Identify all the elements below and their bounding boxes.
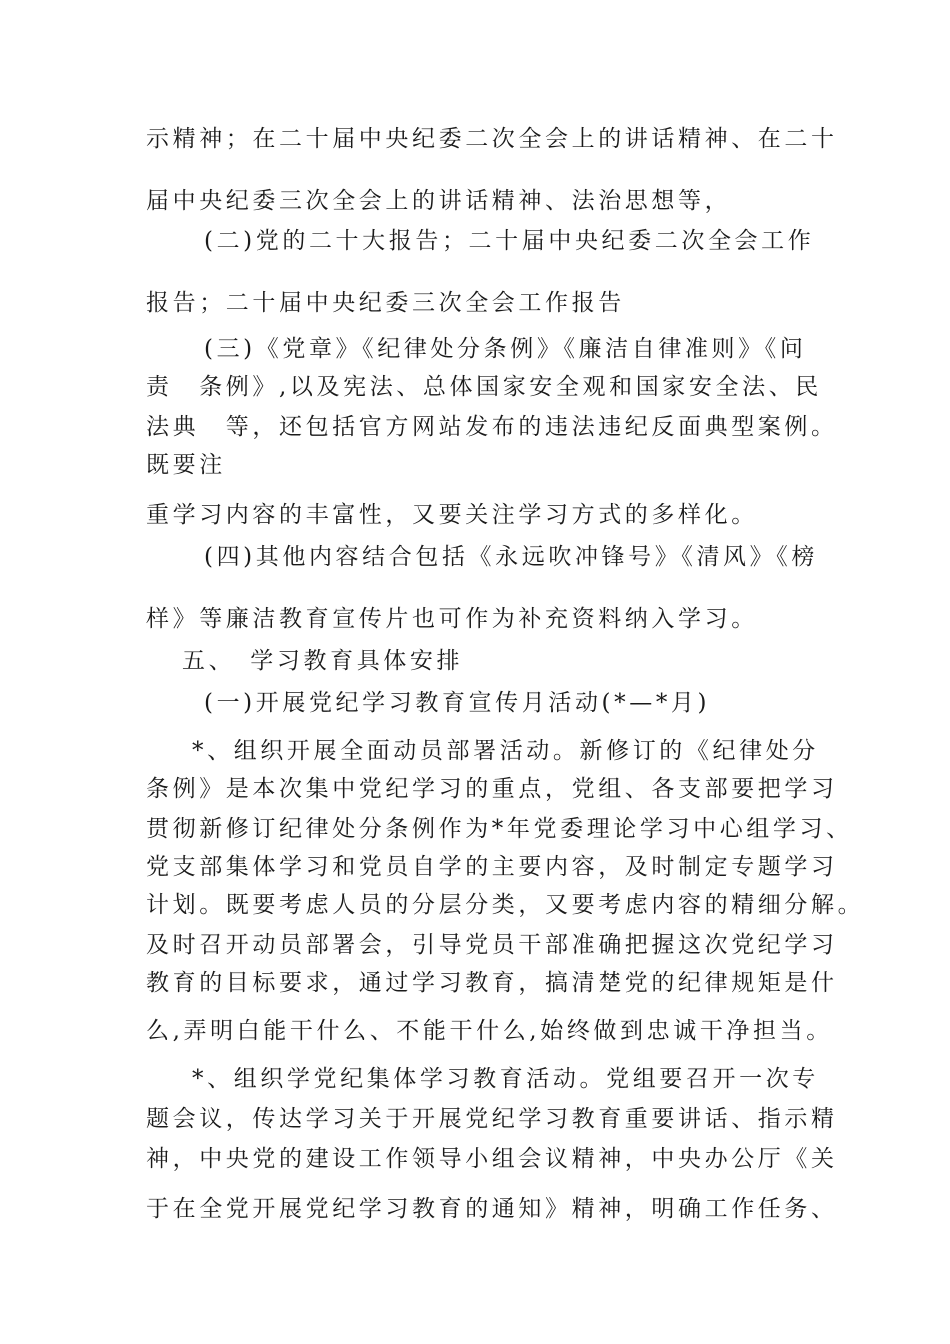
section-item-4: (四)其他内容结合包括《永远吹冲锋号》《清风》《榜: [204, 544, 818, 570]
text-line: 贯彻新修订纪律处分条例作为*年党委理论学习中心组学习、: [146, 816, 853, 842]
text-line: 样》等廉洁教育宣传片也可作为补充资料纳入学习。: [146, 606, 758, 632]
text-line: 党支部集体学习和党员自学的主要内容，及时制定专题学习: [146, 854, 838, 880]
text-line: 神，中央党的建设工作领导小组会议精神，中央办公厅《关: [146, 1146, 838, 1172]
text-line: 重学习内容的丰富性，又要关注学习方式的多样化。: [146, 502, 758, 528]
text-line: 届中央纪委三次全会上的讲话精神、法治思想等，: [146, 188, 732, 214]
text-line: 教育的目标要求，通过学习教育，搞清楚党的纪律规矩是什: [146, 970, 838, 996]
paragraph-start: *、组织学党纪集体学习教育活动。党组要召开一次专: [192, 1066, 819, 1092]
text-line: 条例》是本次集中党纪学习的重点，党组、各支部要把学习: [146, 776, 838, 802]
section-heading-5: 五、 学习教育具体安排: [182, 648, 464, 674]
text-line: 报告；二十届中央纪委三次全会工作报告: [146, 290, 625, 316]
section-item-3: (三)《党章》《纪律处分条例》《廉洁自律准则》《问: [204, 336, 807, 362]
text-line: 么,弄明白能干什么、不能干什么,始终做到忠诚干净担当。: [146, 1018, 833, 1044]
text-line: 及时召开动员部署会，引导党员干部准确把握这次党纪学习: [146, 932, 838, 958]
text-line: 题会议，传达学习关于开展党纪学习教育重要讲话、指示精: [146, 1106, 838, 1132]
text-line: 计划。既要考虑人员的分层分类，又要考虑内容的精细分解。: [146, 892, 865, 918]
paragraph-start: *、组织开展全面动员部署活动。新修订的《纪律处分: [192, 738, 819, 764]
subsection-heading-1: (一)开展党纪学习教育宣传月活动(*—*月): [204, 690, 711, 716]
text-line: 既要注: [146, 452, 226, 478]
text-line: 示精神；在二十届中央纪委二次全会上的讲话精神、在二十: [146, 126, 838, 152]
text-line: 于在全党开展党纪学习教育的通知》精神，明确工作任务、: [146, 1196, 838, 1222]
text-line: 责 条例》,以及宪法、总体国家安全观和国家安全法、民: [146, 374, 822, 400]
text-line: 法典 等，还包括官方网站发布的违法违纪反面典型案例。: [146, 414, 838, 440]
section-item-2: (二)党的二十大报告；二十届中央纪委二次全会工作: [204, 228, 815, 254]
